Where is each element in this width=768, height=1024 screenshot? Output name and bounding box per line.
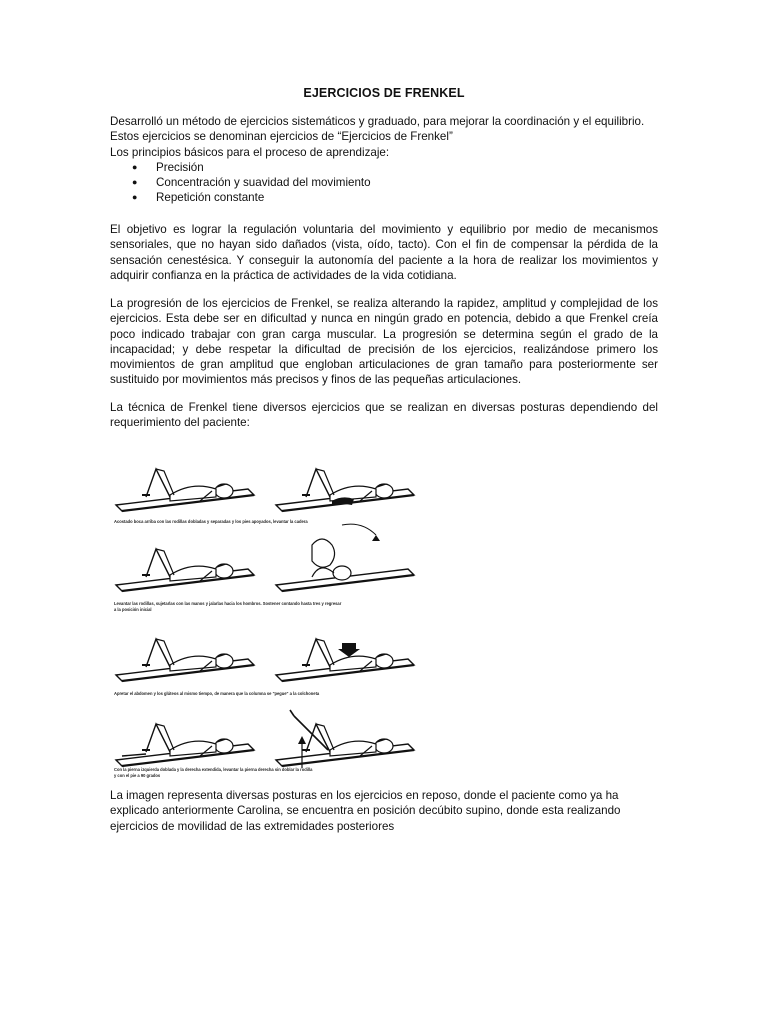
intro-line: Estos ejercicios se denominan ejercicios de “Ejercicios de Frenkel” [110, 130, 453, 144]
figure-caption: Acostado boca arriba con las rodillas dobladas y separadas y los pies apoyados, levantar la cadera [114, 519, 308, 524]
figure-caption: Levantar las rodillas, sujetarlas con las manos y jalarlas hacia los hombros. Sostener contando hasta tres y regresar [114, 601, 342, 606]
exercise-figure [116, 639, 254, 681]
closing-line: explicado anteriormente Carolina, se encuentra en posición decúbito supino, donde esta realizando [110, 804, 621, 818]
closing-line: ejercicios de movilidad de las extremidades posteriores [110, 819, 395, 833]
objective-paragraph: El objetivo es lograr la regulación voluntaria del movimiento y equilibrio por medio de mecanismos sensoriales, que no hayan sido dañados (vista, oído, tacto). Con el fin de compensar la pérdida de la sensación cenestésica. Y conseguir la autonomía del paciente a la hora de realizar los movimientos y adquirir confianza en la práctica de actividades de la vida cotidiana. [110, 223, 658, 282]
exercise-figure [276, 524, 414, 591]
figure-caption: y con el pie a 90 grados [114, 773, 161, 778]
exercise-figure [276, 639, 414, 681]
bullet-icon: ● [132, 161, 138, 172]
document-title: EJERCICIOS DE FRENKEL [303, 86, 465, 100]
list-item: ● Precisión [132, 160, 204, 174]
principles-list [110, 160, 658, 206]
exercise-figure [276, 469, 414, 511]
exercise-figure [116, 724, 254, 766]
exercise-figure [276, 710, 414, 768]
exercise-figure [116, 549, 254, 591]
exercise-figure [116, 469, 254, 511]
figure-caption: a la posición inicial [114, 607, 152, 612]
exercise-illustration [112, 455, 422, 780]
bullet-icon: ● [132, 192, 138, 203]
closing-line: La imagen representa diversas posturas en los ejercicios en reposo, donde el paciente como ya ha [110, 789, 619, 802]
intro-block [110, 114, 658, 206]
bullet-icon: ● [132, 177, 138, 188]
list-item: ● Repetición constante [132, 191, 265, 205]
progression-paragraph: La progresión de los ejercicios de Frenkel, se realiza alterando la rapidez, amplitud y complejidad de los ejercicios. Esta debe ser en dificultad y nunca en ningún grado en potencia, debido a que Frenkel creía poco indicado trabajar con gran carga muscular. La progresión se determina según el grado de la incapacidad; y debe respetar la dificultad de precisión de los ejercicios, realizándose primero los movimientos de gran amplitud que engloban articulaciones de gran tamaño para posteriormente ser sustituido por movimientos más precisos y finos de las pequeñas articulaciones. [110, 297, 658, 387]
intro-line: Desarrolló un método de ejercicios sistemáticos y graduado, para mejorar la coordinación y el equilibrio. [110, 115, 645, 128]
figure-caption: Apretar el abdomen y los glúteos al mismo tiempo, de manera que la columna se "pegue" a la colchoneta [114, 691, 320, 696]
closing-paragraph [110, 788, 658, 834]
technique-paragraph: La técnica de Frenkel tiene diversos ejercicios que se realizan en diversas posturas dependiendo del requerimiento del paciente: [110, 401, 658, 430]
intro-line: Los principios básicos para el proceso de aprendizaje: [110, 145, 390, 159]
figure-caption: Con la pierna izquierda doblada y la derecha extendida, levantar la pierna derecha sin doblar la rodilla [114, 767, 313, 772]
list-item: ● Concentración y suavidad del movimiento [132, 176, 371, 190]
